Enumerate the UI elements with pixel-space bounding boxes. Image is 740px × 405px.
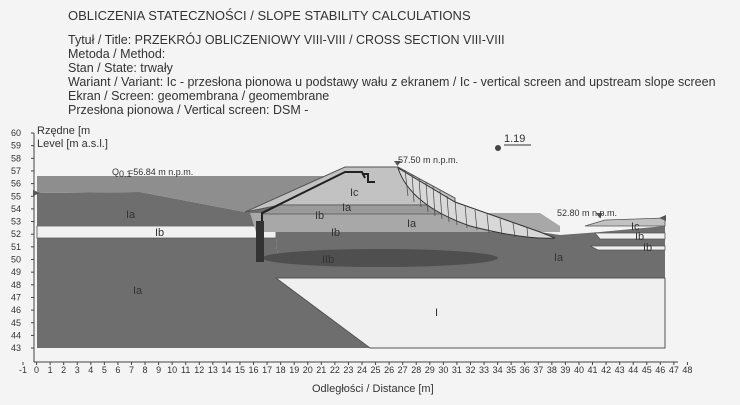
x-tick-label: 37 (533, 365, 544, 375)
y-tick-label: 57 (11, 165, 22, 176)
y-tick-label: 43 (11, 343, 22, 354)
x-tick-label: 46 (655, 365, 666, 375)
x-tick-label: 14 (221, 365, 232, 375)
x-tick-label: 1 (47, 365, 53, 375)
x-tick-label: 47 (668, 365, 679, 375)
slip-center-point (495, 145, 501, 151)
x-tick-labels (19, 362, 692, 375)
x-tick-label: 18 (275, 365, 286, 375)
x-tick-label: 21 (316, 365, 327, 375)
x-tick-label: 5 (101, 365, 107, 375)
x-tick-label: 3 (74, 365, 80, 375)
x-tick-label: 20 (302, 365, 313, 375)
y-tick-label: 59 (11, 140, 22, 151)
y-tick-label: 60 (11, 128, 22, 138)
label-ib-right-2: Ib (643, 242, 653, 254)
lens-iib (262, 249, 498, 267)
vertical-screen-line: Przesłona pionowa / Vertical screen: DSM - (68, 103, 309, 117)
y-tick-labels (11, 128, 34, 353)
x-tick-label: 2 (61, 365, 67, 375)
state-line: Stan / State: trwały (68, 61, 173, 75)
y-tick-label: 51 (11, 241, 22, 252)
x-axis-label: Odległości / Distance [m] (312, 383, 434, 395)
y-tick-label: 56 (11, 178, 22, 189)
x-tick-label: 27 (397, 365, 408, 375)
x-tick-label: 24 (356, 365, 368, 375)
y-axis-label-2: Level [m a.s.l.] (37, 138, 108, 150)
label-ia-core: Ia (407, 218, 417, 230)
y-tick-label: 49 (11, 267, 22, 278)
x-tick-label: 43 (614, 365, 625, 375)
diagram-title: OBLICZENIA STATECZNOŚCI / SLOPE STABILITY CALCULATIONS (68, 8, 471, 23)
x-tick-label: 10 (167, 365, 178, 375)
soil-layer-ib-right-1 (595, 233, 665, 239)
x-tick-label: -1 (18, 365, 28, 375)
variant-line: Wariant / Variant: Ic - przesłona pionowa u podstawy wału z ekranem / Ic - vertical screen and upstream slope screen (68, 75, 716, 89)
x-tick-label: 30 (438, 365, 449, 375)
method-line: Metoda / Method: (68, 47, 166, 61)
y-tick-label: 47 (11, 292, 22, 303)
factor-of-safety: 1.19 (504, 133, 526, 145)
water-level-sub: 0.1 (119, 169, 132, 179)
x-tick-label: 7 (128, 365, 134, 375)
x-tick-label: 4 (88, 365, 94, 375)
x-tick-label: 0 (34, 365, 40, 375)
crest-level: 57.50 m n.p.m. (398, 155, 459, 165)
label-i-base: I (435, 307, 439, 319)
y-tick-label: 52 (11, 229, 22, 240)
label-ia-left: Ia (126, 209, 136, 221)
soil-layer-ib-right-2 (590, 246, 665, 250)
x-tick-label: 9 (156, 365, 162, 375)
vertical-screen (256, 221, 264, 262)
x-tick-label: 8 (142, 365, 148, 375)
x-tick-label: 17 (262, 365, 273, 375)
x-tick-label: 22 (329, 365, 340, 375)
water-level-value: =56.84 m n.p.m. (128, 167, 194, 177)
y-tick-label: 45 (11, 317, 22, 328)
x-tick-label: 32 (465, 365, 476, 375)
x-tick-label: 42 (601, 365, 612, 375)
landside-level: 52.80 m n.p.m. (557, 208, 618, 218)
label-ia-lower-left: Ia (133, 285, 143, 297)
label-ic-embankment: Ic (350, 187, 359, 199)
label-ia-right: Ia (554, 252, 564, 264)
x-tick-label: 44 (628, 365, 639, 375)
x-tick-label: 13 (207, 365, 218, 375)
x-tick-label: 25 (370, 365, 381, 375)
x-tick-label: 48 (682, 365, 693, 375)
label-ib-right-1: Ib (635, 231, 645, 243)
label-ib-center: Ib (331, 227, 341, 239)
x-tick-label: 31 (451, 365, 462, 375)
title-line: Tytuł / Title: PRZEKRÓJ OBLICZENIOWY VIII-VIII / CROSS SECTION VIII-VIII (68, 33, 505, 47)
x-tick-label: 19 (289, 365, 300, 375)
x-tick-label: 26 (384, 365, 395, 375)
y-tick-label: 44 (11, 330, 22, 341)
label-iib-lens: IIb (322, 254, 335, 266)
x-tick-label: 41 (587, 365, 598, 375)
x-tick-label: 16 (248, 365, 259, 375)
x-tick-label: 6 (115, 365, 121, 375)
x-tick-label: 15 (234, 365, 245, 375)
screen-line: Ekran / Screen: geomembrana / geomembrane (68, 89, 330, 103)
x-tick-label: 33 (479, 365, 490, 375)
soil-layer-ic-right (585, 218, 665, 226)
x-tick-label: 35 (506, 365, 517, 375)
water-level-prefix: Q (112, 167, 120, 177)
x-tick-label: 23 (343, 365, 354, 375)
x-tick-label: 45 (641, 365, 652, 375)
label-ib-embankment: Ib (315, 210, 325, 222)
label-ia-embankment: Ia (342, 202, 352, 214)
y-axis-label-1: Rzędne [m (37, 125, 91, 137)
y-tick-label: 46 (11, 305, 22, 316)
x-tick-label: 11 (181, 365, 191, 375)
label-ic-right: Ic (631, 221, 640, 233)
x-tick-label: 36 (519, 365, 530, 375)
y-tick-label: 50 (11, 254, 22, 265)
x-tick-label: 29 (424, 365, 435, 375)
x-tick-label: 40 (573, 365, 584, 375)
label-ib-left: Ib (155, 227, 165, 239)
x-tick-label: 39 (560, 365, 571, 375)
x-tick-label: 34 (492, 365, 503, 375)
y-tick-label: 53 (11, 216, 22, 227)
y-tick-label: 55 (11, 191, 22, 202)
x-tick-label: 38 (546, 365, 557, 375)
x-tick-label: 28 (411, 365, 422, 375)
y-tick-label: 48 (11, 279, 22, 290)
x-tick-label: 12 (194, 365, 205, 375)
y-tick-label: 54 (11, 203, 22, 214)
y-tick-label: 58 (11, 153, 22, 164)
